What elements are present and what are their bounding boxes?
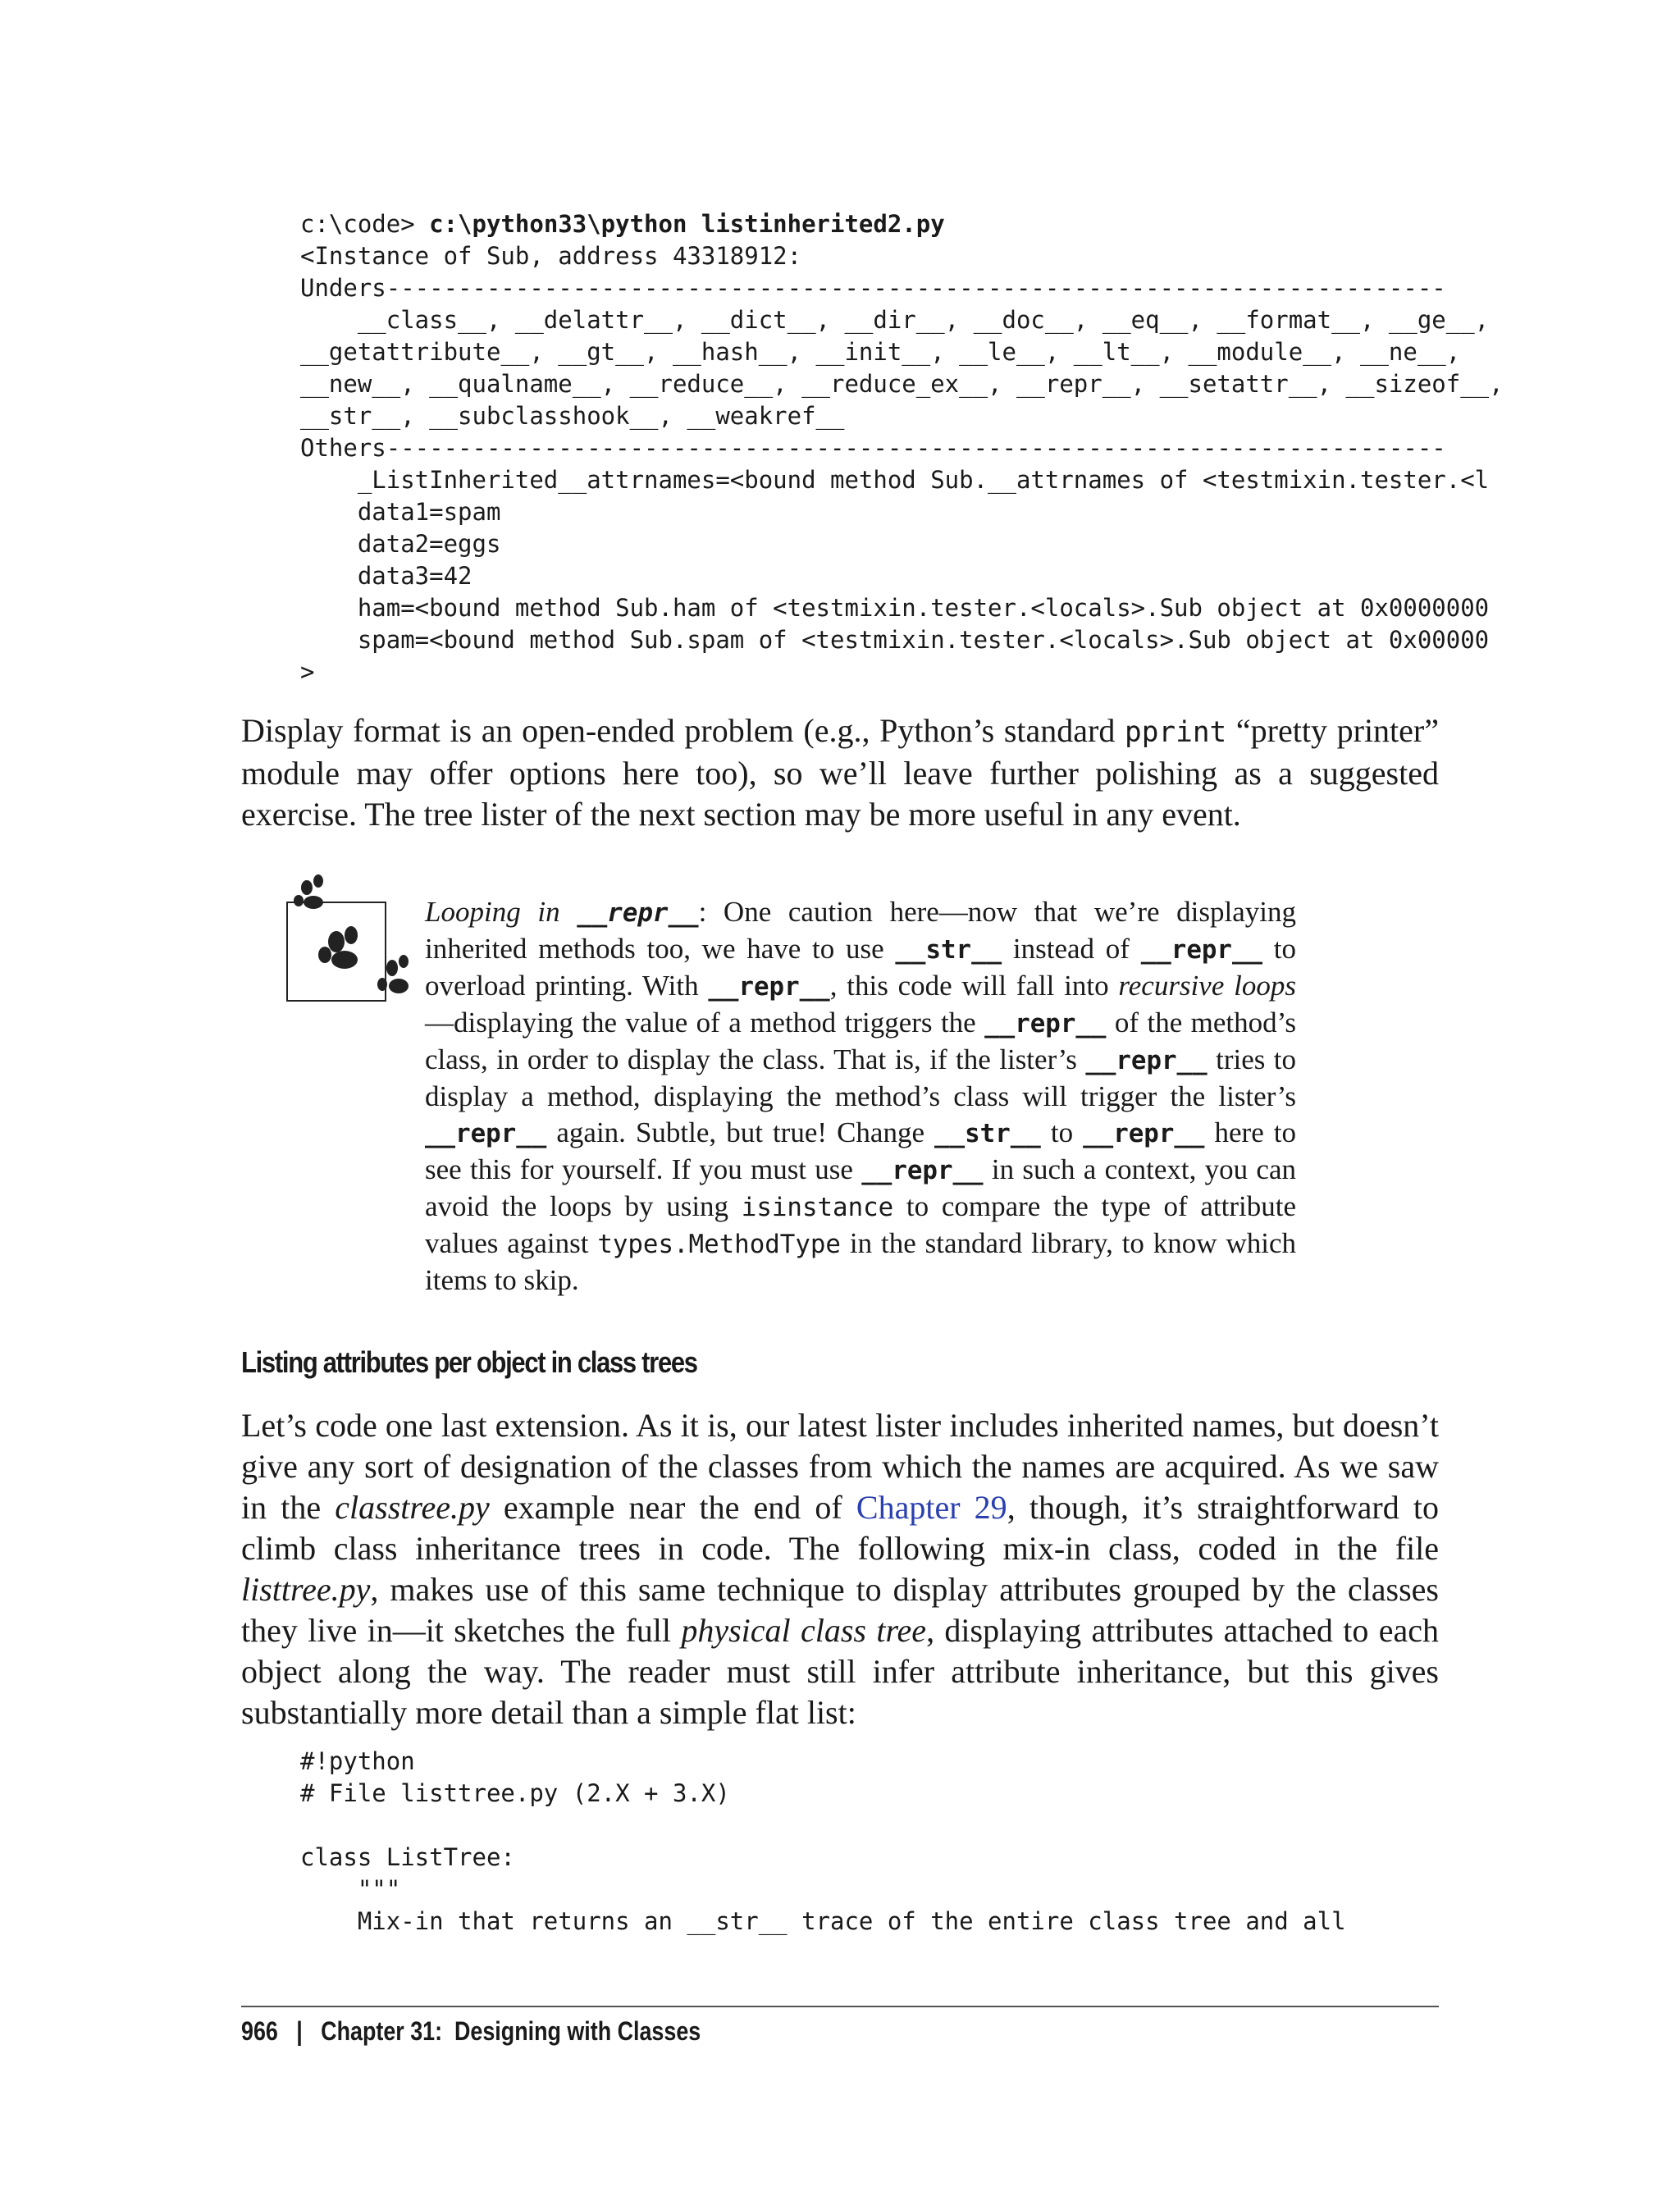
code-line xyxy=(300,1810,1346,1842)
text-run: “pretty printer” module may offer options here too), so we’ll leave further polishing as a suggested exercise. The tree lister of the next section may be more useful in any event. xyxy=(241,712,1439,833)
inline-code: types.MethodType xyxy=(597,1230,841,1259)
code-line: Others-------------------------------------------------------------------------- xyxy=(300,434,1446,462)
emphasis-filename: classtree.py xyxy=(335,1489,490,1526)
footer-separator: | xyxy=(296,2016,303,2046)
text-run: tries to display a method, displaying the method’s class will trigger the lister’s xyxy=(425,1043,1297,1112)
section-heading: Listing attributes per object in class trees xyxy=(241,1345,697,1379)
inline-code: __repr__ xyxy=(861,1156,984,1185)
inline-code: __repr__ xyxy=(577,898,699,928)
code-line: > xyxy=(300,658,315,686)
text-run: , makes use of this same technique to display attributes grouped by the classes they live in—it sketches the full xyxy=(241,1571,1439,1649)
text-run: instead of xyxy=(1002,933,1141,965)
inline-code: __str__ xyxy=(895,935,1002,965)
text-run: Let’s code one last extension. As it is, our latest lister includes inherited names, but doesn’t give any sort of designation of the classes from which the names are acquired. As we saw in the xyxy=(241,1407,1439,1526)
body-paragraph-last-extension xyxy=(241,1405,1439,1733)
emphasis-filename: listtree.py xyxy=(241,1571,371,1608)
footer-chapter-title: Chapter 31: Designing with Classes xyxy=(321,2016,701,2046)
text-run: example near the end of xyxy=(489,1489,856,1526)
text-run: again. Subtle, but true! Change xyxy=(546,1116,935,1148)
code-line: Unders-------------------------------------------------------------------------- xyxy=(300,274,1446,302)
code-line: __new__, __qualname__, __reduce__, __reduce_ex__, __repr__, __setattr__, __sizeof__, xyxy=(300,370,1504,398)
code-line: spam=<bound method Sub.spam of <testmixin.tester.<locals>.Sub object at 0x00000 xyxy=(300,626,1490,654)
text-run: : One caution here—now that we’re displaying inherited methods too, we have to use xyxy=(425,896,1296,965)
text-run: in the standard library, to know which items to skip. xyxy=(425,1227,1296,1296)
chapter-29-link[interactable]: Chapter 29 xyxy=(856,1489,1007,1526)
text-run: to xyxy=(1040,1116,1084,1148)
code-line: __class__, __delattr__, __dict__, __dir__, __doc__, __eq__, __format__, __ge__, xyxy=(300,306,1490,334)
code-block-listtree xyxy=(300,1746,1346,1938)
page-number: 966 xyxy=(241,2016,278,2046)
text-run: of the method’s class, in order to display the class. That is, if the lister’s xyxy=(425,1007,1296,1075)
inline-code: pprint xyxy=(1125,716,1227,749)
shell-command: c:\python33\python listinherited2.py xyxy=(429,210,945,238)
inline-code: __repr__ xyxy=(1083,1119,1205,1148)
page-footer xyxy=(241,2016,701,2047)
text-run: Display format is an open-ended problem (e.g., Python’s standard xyxy=(241,712,1125,749)
inline-code: __repr__ xyxy=(425,1119,547,1148)
code-line: <Instance of Sub, address 43318912: xyxy=(300,242,802,270)
code-block-output xyxy=(300,208,1504,688)
code-line: data3=42 xyxy=(300,562,472,590)
text-run: , this code will fall into xyxy=(829,970,1119,1002)
shell-prompt: c:\code> xyxy=(300,210,430,238)
text-run: in such a context, you can avoid the loops by using xyxy=(425,1153,1296,1222)
code-line: class ListTree: xyxy=(300,1843,515,1871)
text-run: here to see this for yourself. If you must use xyxy=(425,1116,1297,1185)
code-line: """ xyxy=(300,1875,401,1903)
inline-code: __str__ xyxy=(934,1119,1041,1148)
code-line: #!python xyxy=(300,1747,415,1775)
emphasis: physical class tree xyxy=(681,1612,927,1649)
emphasis: recursive loops xyxy=(1118,970,1296,1002)
inline-code: __repr__ xyxy=(1140,935,1263,965)
code-line: data1=spam xyxy=(300,498,501,526)
code-line: Mix-in that returns an __str__ trace of the entire class tree and all xyxy=(300,1907,1346,1935)
code-line: _ListInherited__attrnames=<bound method Sub.__attrnames of <testmixin.tester.<l xyxy=(300,466,1490,494)
code-line: data2=eggs xyxy=(300,530,501,558)
note-box-text xyxy=(425,894,1296,1299)
code-line-command xyxy=(300,208,1504,240)
text-run: , though, it’s straightforward to climb class inheritance trees in code. The following mix-in class, coded in the file xyxy=(241,1489,1439,1567)
code-line: __getattribute__, __gt__, __hash__, __init__, __le__, __lt__, __module__, __ne__, xyxy=(300,338,1461,366)
body-paragraph-display-format xyxy=(241,710,1439,835)
inline-code: __repr__ xyxy=(708,972,830,1002)
inline-code: __repr__ xyxy=(984,1009,1107,1039)
text-run: —displaying the value of a method triggers the xyxy=(425,1007,985,1039)
code-line: # File listtree.py (2.X + 3.X) xyxy=(300,1779,730,1807)
code-line: __str__, __subclasshook__, __weakref__ xyxy=(300,402,845,430)
code-line: ham=<bound method Sub.ham of <testmixin.tester.<locals>.Sub object at 0x0000000 xyxy=(300,594,1490,622)
note-lead: Looping in xyxy=(425,896,578,928)
inline-code: __repr__ xyxy=(1085,1046,1208,1075)
text-run: , displaying attributes attached to each object along the way. The reader must still infer attribute inheritance, but this gives substantially more detail than a simple flat list: xyxy=(241,1612,1440,1731)
text-run: to overload printing. With xyxy=(425,933,1297,1002)
text-run: to compare the type of attribute values against xyxy=(425,1190,1296,1259)
note-paw-print-icon xyxy=(279,870,418,1017)
inline-code: isinstance xyxy=(741,1193,894,1222)
footer-rule xyxy=(241,2006,1439,2007)
